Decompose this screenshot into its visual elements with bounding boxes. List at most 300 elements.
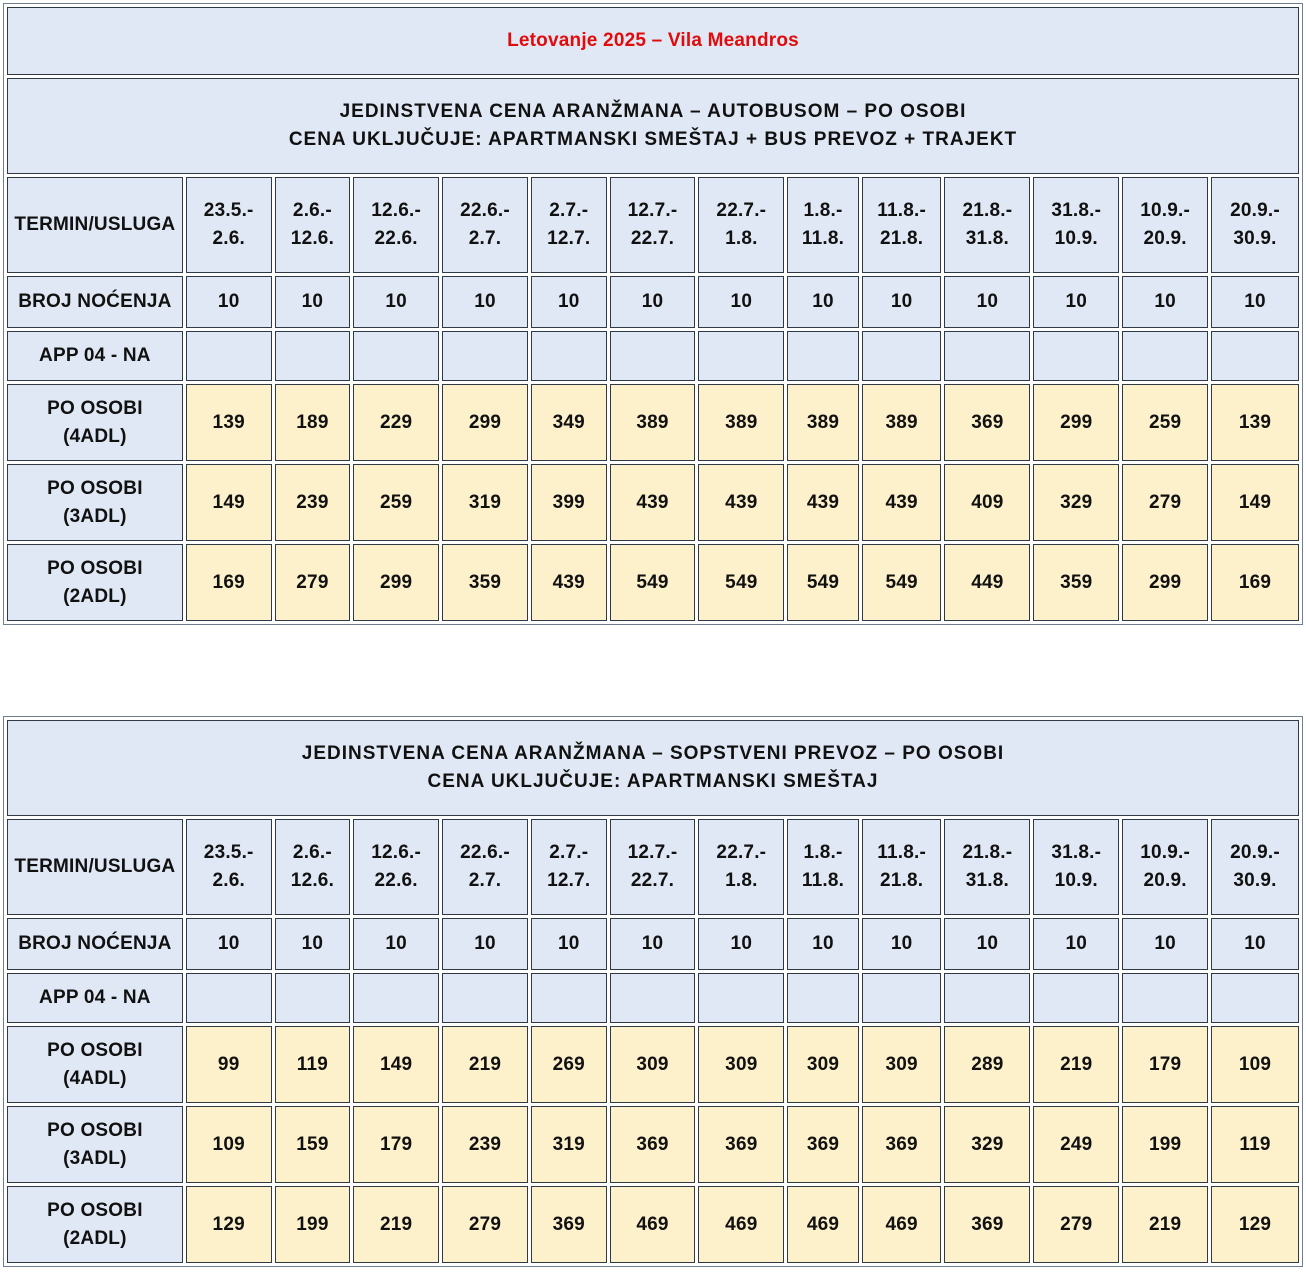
period-header [186, 819, 272, 915]
nights-cell-text-0: 10 [301, 291, 324, 312]
price-cell-text-0: 369 [725, 1133, 758, 1155]
period-header-text-1: 20.9. [1143, 870, 1187, 891]
nights-cell [1211, 276, 1299, 328]
price-cell [944, 1026, 1030, 1103]
price-cell-text-0: 469 [725, 1213, 758, 1235]
price-cell-text-0: 369 [885, 1133, 918, 1155]
empty-cell [531, 331, 607, 381]
period-header [531, 819, 607, 915]
price-cell [442, 1026, 528, 1103]
price-cell [1033, 1186, 1119, 1263]
price-cell-text-0: 329 [971, 1133, 1004, 1155]
period-header-text-0: 31.8.- [1051, 842, 1102, 863]
price-cell-text-0: 179 [1148, 1053, 1182, 1075]
price-cell-text-0: 309 [636, 1053, 669, 1075]
nights-cell-text-0: 10 [976, 933, 999, 954]
price-cell [353, 384, 439, 461]
period-header-text-0: 22.7.- [716, 842, 767, 863]
row-label-occupancy-text-1: (3ADL) [63, 505, 127, 527]
price-cell-text-0: 279 [1148, 491, 1182, 513]
period-header-text-0: 23.5.- [203, 842, 254, 863]
empty-cell [1033, 973, 1119, 1023]
table-header-text-1: CENA UKLJUČUJE: APARTMANSKI SMEŠTAJ [427, 771, 879, 792]
price-cell [944, 544, 1030, 621]
price-cell [442, 544, 528, 621]
row-label-occupancy [7, 1026, 183, 1103]
price-cell [610, 544, 696, 621]
nights-cell-text-0: 10 [1154, 933, 1176, 954]
empty-cell [698, 973, 784, 1023]
price-cell [442, 1186, 528, 1263]
price-cell [531, 544, 607, 621]
period-header-text-1: 30.9. [1233, 870, 1277, 891]
price-cell-text-0: 389 [636, 411, 669, 433]
nights-cell-text-0: 10 [1065, 291, 1088, 312]
nights-cell [353, 918, 439, 970]
empty-cell [531, 973, 607, 1023]
price-cell [862, 464, 942, 541]
price-cell [186, 544, 272, 621]
price-cell-text-0: 409 [971, 491, 1004, 513]
price-cell-text-0: 369 [806, 1133, 840, 1155]
price-cell-text-0: 219 [380, 1213, 413, 1235]
price-cell-text-0: 469 [885, 1213, 918, 1235]
table-header-text-1: CENA UKLJUČUJE: APARTMANSKI SMEŠTAJ + BUS PREVOZ + TRAJEKT [288, 129, 1018, 150]
nights-cell [1033, 276, 1119, 328]
nights-cell [442, 276, 528, 328]
price-cell-text-0: 119 [296, 1053, 329, 1075]
period-header [1211, 177, 1299, 273]
period-header-text-0: 10.9.- [1140, 842, 1190, 863]
price-cell [442, 1106, 528, 1183]
period-header-text-0: 22.6.- [460, 842, 510, 863]
period-header-text-0: 2.7.- [549, 200, 589, 221]
period-header-text-1: 22.6. [374, 228, 418, 249]
price-cell-text-0: 269 [552, 1053, 585, 1075]
price-cell-text-0: 319 [552, 1133, 585, 1155]
period-header [698, 177, 784, 273]
nights-cell-text-0: 10 [385, 933, 407, 954]
period-header-text-0: 1.8.- [803, 200, 843, 221]
price-cell-text-0: 549 [636, 571, 669, 593]
nights-cell-text-0: 10 [730, 933, 753, 954]
nights-cell [944, 276, 1030, 328]
price-cell-text-0: 439 [885, 491, 918, 513]
row-label-occupancy-text-1: (2ADL) [63, 1227, 127, 1249]
period-header [610, 177, 696, 273]
row-label-occupancy-text-0: PO OSOBI [47, 1199, 143, 1221]
period-header-text-1: 2.7. [468, 870, 502, 891]
price-cell-text-0: 169 [1238, 571, 1272, 593]
price-cell-text-0: 259 [1148, 411, 1182, 433]
empty-cell [353, 331, 439, 381]
period-header-text-0: 11.8.- [877, 200, 926, 221]
price-cell-text-0: 279 [296, 571, 329, 593]
price-cell [1122, 1186, 1208, 1263]
row-label-nights-text-0: BROJ NOĆENJA [18, 291, 172, 312]
period-header [610, 819, 696, 915]
price-cell-text-0: 109 [1238, 1053, 1272, 1075]
price-cell-text-0: 309 [885, 1053, 918, 1075]
nights-cell [698, 918, 784, 970]
row-label-nights-text-0: BROJ NOĆENJA [18, 933, 172, 954]
price-cell [610, 1026, 696, 1103]
period-header [442, 819, 528, 915]
price-cell [1211, 384, 1299, 461]
nights-cell [1211, 918, 1299, 970]
period-header-text-1: 12.7. [547, 228, 591, 249]
price-cell-text-0: 179 [380, 1133, 413, 1155]
nights-cell [610, 276, 696, 328]
price-cell [610, 1186, 696, 1263]
price-cell-text-0: 139 [1238, 411, 1272, 433]
period-header-text-0: 22.7.- [716, 200, 767, 221]
price-cell-text-0: 439 [725, 491, 758, 513]
price-cell-text-0: 389 [885, 411, 918, 433]
price-cell-text-0: 389 [725, 411, 758, 433]
period-header [1033, 819, 1119, 915]
table-header [7, 720, 1299, 816]
period-header-text-1: 2.6. [212, 870, 245, 891]
price-cell [787, 384, 859, 461]
price-cell [698, 544, 784, 621]
price-cell [1122, 1026, 1208, 1103]
price-cell [442, 384, 528, 461]
period-header-text-1: 22.7. [630, 870, 675, 891]
price-cell [862, 1186, 942, 1263]
price-cell-text-0: 549 [725, 571, 758, 593]
price-cell [862, 1106, 942, 1183]
price-cell [698, 1026, 784, 1103]
period-header [1122, 177, 1208, 273]
nights-cell-text-0: 10 [217, 291, 240, 312]
empty-cell [610, 973, 696, 1023]
price-cell [698, 1106, 784, 1183]
column-header-termin-text-0: TERMIN/USLUGA [14, 856, 176, 877]
row-label-occupancy [7, 1106, 183, 1183]
row-label-unit [7, 973, 183, 1023]
price-cell-text-0: 309 [725, 1053, 758, 1075]
nights-cell [787, 276, 859, 328]
nights-cell [944, 918, 1030, 970]
nights-cell-text-0: 10 [1154, 291, 1176, 312]
row-label-nights [7, 918, 183, 970]
nights-cell [531, 918, 607, 970]
price-table-own-transport [3, 716, 1303, 1267]
price-cell-text-0: 99 [217, 1053, 240, 1075]
price-cell-text-0: 189 [296, 411, 329, 433]
price-cell-text-0: 109 [212, 1133, 245, 1155]
price-cell-text-0: 369 [971, 1213, 1004, 1235]
period-header-text-0: 2.6.- [292, 200, 332, 221]
price-cell-text-0: 299 [1060, 411, 1093, 433]
price-cell-text-0: 469 [636, 1213, 669, 1235]
nights-cell [186, 918, 272, 970]
nights-cell-text-0: 10 [1065, 933, 1088, 954]
price-cell-text-0: 199 [296, 1213, 329, 1235]
period-header [186, 177, 272, 273]
nights-cell-text-0: 10 [641, 291, 664, 312]
period-header-text-0: 20.9.- [1230, 200, 1280, 221]
price-cell-text-0: 259 [380, 491, 413, 513]
period-header-text-1: 22.6. [374, 870, 418, 891]
nights-cell-text-0: 10 [474, 933, 496, 954]
empty-cell [442, 973, 528, 1023]
price-cell [787, 544, 859, 621]
price-cell [275, 1106, 351, 1183]
nights-cell-text-0: 10 [812, 291, 834, 312]
price-cell-text-0: 229 [380, 411, 413, 433]
price-cell-text-0: 349 [552, 411, 585, 433]
row-label-occupancy [7, 384, 183, 461]
price-cell [275, 464, 351, 541]
period-header [1211, 819, 1299, 915]
price-cell [1033, 544, 1119, 621]
empty-cell [353, 973, 439, 1023]
price-cell [1211, 1026, 1299, 1103]
price-cell [1122, 544, 1208, 621]
empty-cell [1122, 331, 1208, 381]
nights-cell-text-0: 10 [301, 933, 324, 954]
price-cell-text-0: 239 [468, 1133, 502, 1155]
period-header-text-1: 31.8. [965, 870, 1010, 891]
empty-cell [862, 331, 942, 381]
price-cell [944, 1106, 1030, 1183]
period-header [862, 819, 942, 915]
row-label-occupancy-text-0: PO OSOBI [47, 477, 143, 499]
row-label-occupancy-text-1: (3ADL) [63, 1147, 127, 1169]
price-cell [862, 384, 942, 461]
nights-cell [353, 276, 439, 328]
period-header [944, 819, 1030, 915]
nights-cell [186, 276, 272, 328]
period-header-text-0: 23.5.- [203, 200, 254, 221]
row-label-occupancy-text-1: (2ADL) [63, 585, 127, 607]
row-label-occupancy-text-1: (4ADL) [63, 1067, 127, 1089]
period-header-text-0: 31.8.- [1051, 200, 1102, 221]
price-cell-text-0: 149 [380, 1053, 413, 1075]
nights-cell [442, 918, 528, 970]
period-header [1122, 819, 1208, 915]
price-cell-text-0: 449 [971, 571, 1004, 593]
period-header [944, 177, 1030, 273]
empty-cell [186, 331, 272, 381]
nights-cell-text-0: 10 [385, 291, 407, 312]
row-label-occupancy [7, 464, 183, 541]
period-header-text-0: 20.9.- [1230, 842, 1280, 863]
period-header-text-0: 2.7.- [549, 842, 589, 863]
price-cell-text-0: 369 [552, 1213, 585, 1235]
period-header-text-1: 22.7. [630, 228, 675, 249]
nights-cell-text-0: 10 [474, 291, 496, 312]
row-label-nights [7, 276, 183, 328]
price-cell [531, 1106, 607, 1183]
row-label-occupancy-text-0: PO OSOBI [47, 1119, 143, 1141]
price-cell-text-0: 299 [380, 571, 413, 593]
price-cell-text-0: 369 [636, 1133, 669, 1155]
period-header [442, 177, 528, 273]
price-cell [442, 464, 528, 541]
period-header [353, 819, 439, 915]
empty-cell [787, 331, 859, 381]
row-label-occupancy [7, 1186, 183, 1263]
price-cell [186, 1106, 272, 1183]
row-label-unit-text-0: APP 04 - NA [39, 987, 151, 1008]
period-header-text-1: 12.6. [290, 870, 335, 891]
price-cell-text-0: 329 [1060, 491, 1093, 513]
nights-cell-text-0: 10 [812, 933, 834, 954]
price-cell [275, 544, 351, 621]
empty-cell [944, 331, 1030, 381]
empty-cell [1211, 973, 1299, 1023]
row-label-occupancy [7, 544, 183, 621]
price-cell [1033, 464, 1119, 541]
period-header-text-1: 11.8. [801, 870, 845, 891]
period-header-text-1: 21.8. [880, 870, 924, 891]
price-cell [787, 1106, 859, 1183]
period-header-text-1: 11.8. [801, 228, 845, 249]
period-header [787, 819, 859, 915]
nights-cell-text-0: 10 [1244, 291, 1266, 312]
nights-cell [1122, 918, 1208, 970]
price-cell-text-0: 279 [1060, 1213, 1093, 1235]
period-header [531, 177, 607, 273]
price-cell [353, 544, 439, 621]
price-cell [862, 1026, 942, 1103]
row-label-unit [7, 331, 183, 381]
price-cell-text-0: 199 [1148, 1133, 1182, 1155]
period-header-text-1: 30.9. [1233, 228, 1277, 249]
empty-cell [944, 973, 1030, 1023]
row-label-occupancy-text-0: PO OSOBI [47, 557, 143, 579]
price-cell-text-0: 319 [468, 491, 502, 513]
price-cell [353, 1026, 439, 1103]
price-cell [787, 1026, 859, 1103]
period-header-text-0: 1.8.- [803, 842, 843, 863]
price-cell-text-0: 389 [806, 411, 840, 433]
price-cell [1211, 464, 1299, 541]
price-table-bus [3, 3, 1303, 625]
price-cell-text-0: 549 [885, 571, 918, 593]
nights-cell [862, 276, 942, 328]
price-cell [1033, 1026, 1119, 1103]
price-cell-text-0: 359 [468, 571, 502, 593]
period-header-text-0: 21.8.- [962, 200, 1013, 221]
period-header-text-1: 12.7. [547, 870, 591, 891]
nights-cell-text-0: 10 [217, 933, 240, 954]
column-header-termin [7, 819, 183, 915]
price-cell [353, 464, 439, 541]
price-cell-text-0: 469 [806, 1213, 840, 1235]
period-header [1033, 177, 1119, 273]
empty-cell [442, 331, 528, 381]
price-cell [531, 384, 607, 461]
price-cell [787, 464, 859, 541]
nights-cell [787, 918, 859, 970]
price-cell [186, 1186, 272, 1263]
period-header-text-0: 12.7.- [627, 842, 678, 863]
period-header-text-0: 22.6.- [460, 200, 510, 221]
empty-cell [862, 973, 942, 1023]
price-cell [353, 1106, 439, 1183]
price-cell-text-0: 219 [1060, 1053, 1093, 1075]
period-header-text-1: 31.8. [965, 228, 1010, 249]
period-header [353, 177, 439, 273]
price-cell-text-0: 299 [1148, 571, 1182, 593]
row-label-unit-text-0: APP 04 - NA [39, 345, 151, 366]
price-cell-text-0: 219 [468, 1053, 502, 1075]
price-cell [275, 384, 351, 461]
price-cell [186, 384, 272, 461]
price-cell [944, 464, 1030, 541]
price-cell-text-0: 129 [1238, 1213, 1272, 1235]
empty-cell [787, 973, 859, 1023]
price-cell [275, 1186, 351, 1263]
period-header-text-1: 2.6. [212, 228, 245, 249]
price-cell [698, 1186, 784, 1263]
price-cell [531, 464, 607, 541]
price-cell [862, 544, 942, 621]
period-header [787, 177, 859, 273]
period-header-text-1: 10.9. [1054, 228, 1098, 249]
price-cell-text-0: 279 [468, 1213, 502, 1235]
column-header-termin [7, 177, 183, 273]
nights-cell [698, 276, 784, 328]
nights-cell-text-0: 10 [730, 291, 753, 312]
price-cell [1122, 384, 1208, 461]
period-header-text-0: 10.9.- [1140, 200, 1190, 221]
price-cell-text-0: 219 [1148, 1213, 1182, 1235]
nights-cell [1033, 918, 1119, 970]
price-cell-text-0: 119 [1239, 1133, 1271, 1155]
table-header-text-0: JEDINSTVENA CENA ARANŽMANA – SOPSTVENI PREVOZ – PO OSOBI [301, 743, 1005, 764]
period-header-text-1: 2.7. [468, 228, 502, 249]
price-cell [531, 1026, 607, 1103]
price-cell [787, 1186, 859, 1263]
column-header-termin-text-0: TERMIN/USLUGA [14, 214, 176, 235]
price-cell [610, 384, 696, 461]
period-header-text-0: 2.6.- [292, 842, 332, 863]
price-cell-text-0: 309 [806, 1053, 840, 1075]
period-header-text-1: 1.8. [725, 870, 758, 891]
empty-cell [275, 331, 351, 381]
page-title-text-0: Letovanje 2025 – Vila Meandros [507, 30, 799, 51]
page-title [7, 7, 1299, 75]
nights-cell-text-0: 10 [890, 291, 913, 312]
period-header-text-1: 1.8. [725, 228, 758, 249]
nights-cell-text-0: 10 [557, 291, 580, 312]
nights-cell [531, 276, 607, 328]
price-cell [698, 464, 784, 541]
price-cell [1122, 464, 1208, 541]
period-header [862, 177, 942, 273]
period-header-text-0: 21.8.- [962, 842, 1013, 863]
price-cell-text-0: 439 [552, 571, 585, 593]
period-header [275, 819, 351, 915]
empty-cell [698, 331, 784, 381]
period-header [275, 177, 351, 273]
price-cell [353, 1186, 439, 1263]
price-cell [275, 1026, 351, 1103]
price-cell [610, 1106, 696, 1183]
price-cell-text-0: 369 [971, 411, 1004, 433]
price-cell-text-0: 239 [296, 491, 329, 513]
price-cell [610, 464, 696, 541]
nights-cell-text-0: 10 [1244, 933, 1266, 954]
period-header-text-1: 20.9. [1143, 228, 1187, 249]
price-cell-text-0: 439 [636, 491, 669, 513]
nights-cell-text-0: 10 [890, 933, 913, 954]
